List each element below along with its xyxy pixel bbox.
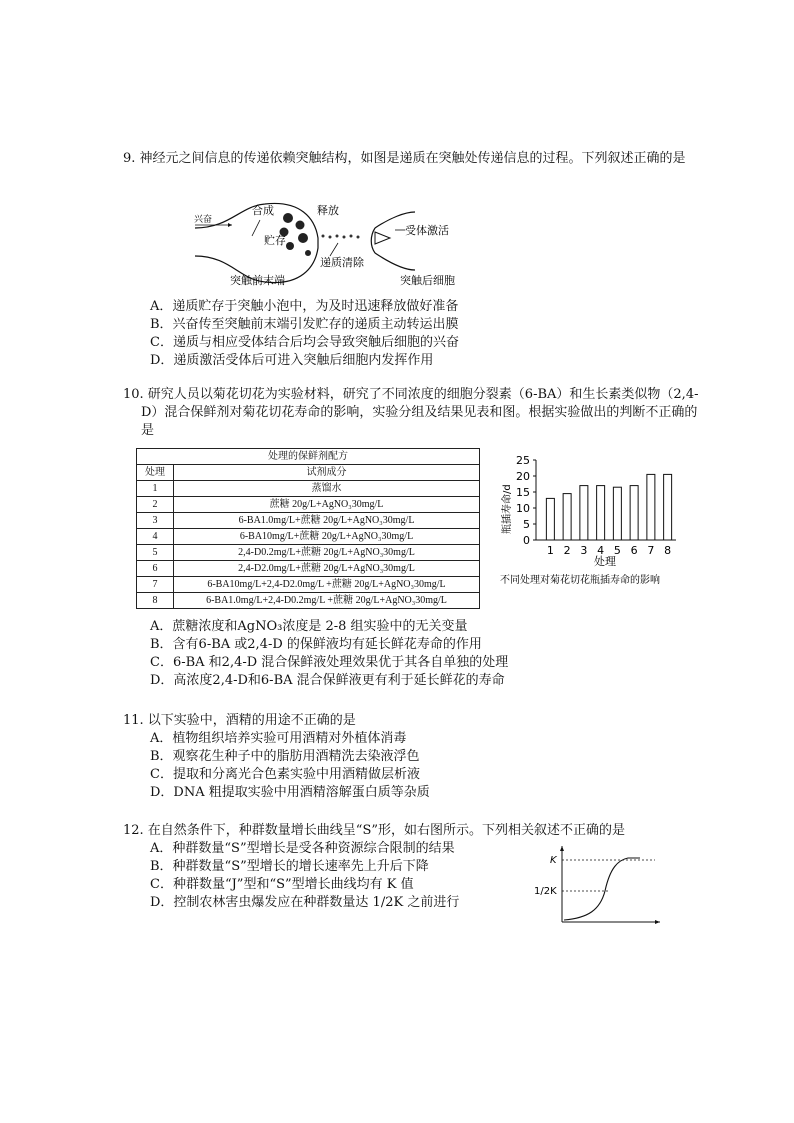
x-tick-label: 4 xyxy=(597,544,605,557)
q9-option-d[interactable]: D．递质激活受体后可进入突触后细胞内发挥作用 xyxy=(150,353,434,368)
table-row: 4 6-BA10mg/L+蔗糖 20g/L+AgNO₃30mg/L xyxy=(137,529,480,545)
y-tick-label: 20 xyxy=(516,470,530,483)
k-label: K xyxy=(550,855,557,866)
postsynaptic-membrane xyxy=(371,212,415,270)
question-9-stem: 9. 神经元之间信息的传递依赖突触结构，如图是递质在突触处传递信息的过程。下列叙述正确的是 xyxy=(123,151,686,166)
q9-option-b[interactable]: B．兴奋传至突触前末端引发贮存的递质主动转运出膜 xyxy=(150,317,459,332)
x-tick-label: 3 xyxy=(580,544,588,557)
table-row: 1 蒸馏水 xyxy=(137,481,480,497)
s-growth-curve xyxy=(564,858,640,920)
x-tick-label: 5 xyxy=(613,544,621,557)
x-tick-label: 1 xyxy=(546,544,554,557)
released-transmitter xyxy=(322,235,360,239)
q10-option-d[interactable]: D．高浓度2,4-D和6-BA 混合保鲜液更有利于延长鲜花的寿命 xyxy=(150,673,505,688)
q10-option-b[interactable]: B．含有6-BA 或2,4-D 的保鲜液均有延长鲜花寿命的作用 xyxy=(150,637,482,652)
label-release: 释放 xyxy=(317,204,339,217)
bar-treatment-5 xyxy=(613,487,621,540)
bar-treatment-3 xyxy=(580,486,588,540)
y-axis-label: 瓶插寿命/d xyxy=(502,484,513,534)
q10-option-a[interactable]: A．蔗糖浓度和AgNO₃浓度是 2-8 组实验中的无关变量 xyxy=(150,619,468,634)
q11-option-c[interactable]: C．提取和分离光合色素实验中用酒精做层析液 xyxy=(150,767,420,782)
x-tick-label: 6 xyxy=(630,544,638,557)
q12-option-c[interactable]: C．种群数量“J”型和“S”型增长曲线均有 K 值 xyxy=(150,877,414,892)
label-storage: 贮存 xyxy=(264,234,286,247)
half-k-label: 1/2K xyxy=(534,886,557,897)
label-presynaptic-terminal: 突触前末端 xyxy=(230,274,285,287)
y-tick-label: 0 xyxy=(523,534,530,547)
q12-option-d[interactable]: D．控制农林害虫爆发应在种群数量达 1/2K 之前进行 xyxy=(150,895,460,910)
vase-life-bar-chart xyxy=(496,450,706,590)
bar-treatment-4 xyxy=(597,486,605,540)
bar-treatment-7 xyxy=(647,474,655,540)
formula-table xyxy=(136,448,480,609)
table-header-composition: 试剂成分 xyxy=(174,465,480,481)
question-12-stem: 12. 在自然条件下，种群数量增长曲线呈“S”形，如右图所示。下列相关叙述不正确的是 xyxy=(123,823,626,838)
table-header-treatment: 处理 xyxy=(137,465,174,481)
label-synthesis: 合成 xyxy=(252,204,274,217)
bar-treatment-8 xyxy=(664,474,672,540)
label-excitation: 兴奋 xyxy=(194,215,213,225)
x-axis-label: 处理 xyxy=(594,555,616,568)
y-tick-label: 5 xyxy=(523,518,530,531)
table-title: 处理的保鲜剂配方 xyxy=(137,449,480,465)
label-postsynaptic-cell: 突触后细胞 xyxy=(400,274,455,287)
q12-option-a[interactable]: A．种群数量“S”型增长是受各种资源综合限制的结果 xyxy=(150,841,455,856)
q9-option-a[interactable]: A．递质贮存于突触小泡中，为及时迅速释放做好准备 xyxy=(150,299,459,314)
bar-treatment-1 xyxy=(546,498,554,540)
synapse-diagram xyxy=(190,198,490,290)
question-11-stem: 11. 以下实验中，酒精的用途不正确的是 xyxy=(123,713,356,728)
receptor-shape xyxy=(375,232,390,244)
question-11-options xyxy=(150,730,670,802)
q10-option-c[interactable]: C．6-BA 和2,4-D 混合保鲜液处理效果优于其各自单独的处理 xyxy=(150,655,509,670)
table-row: 3 6-BA1.0mg/L+蔗糖 20g/L+AgNO₃30mg/L xyxy=(137,513,480,529)
y-tick-label: 15 xyxy=(516,486,530,499)
s-curve-graph xyxy=(530,842,665,930)
bar-treatment-6 xyxy=(630,486,638,540)
question-10-options xyxy=(150,618,690,690)
q11-option-a[interactable]: A．植物组织培养实验可用酒精对外植体消毒 xyxy=(150,731,407,746)
q11-option-b[interactable]: B．观察花生种子中的脂肪用酒精洗去染液浮色 xyxy=(150,749,420,764)
label-receptor-activation: 受体激活 xyxy=(405,224,449,237)
question-10-stem: 10. 研究人员以菊花切花为实验材料，研究了不同浓度的细胞分裂素（6-BA）和生长素类似物（2,4-D）混合保鲜剂对菊花切花寿命的影响，实验分组及结果见表和图。根据实验做出的判断不正确的是 xyxy=(123,387,699,438)
y-tick-label: 10 xyxy=(516,502,530,515)
question-12-options xyxy=(150,840,530,912)
question-9-options xyxy=(150,298,670,370)
x-tick-label: 8 xyxy=(664,544,672,557)
table-row: 7 6-BA10mg/L+2,4-D2.0mg/L +蔗糖 20g/L+AgNO₃30mg/L xyxy=(137,577,480,593)
table-row: 6 2,4-D2.0mg/L+蔗糖 20g/L+AgNO₃30mg/L xyxy=(137,561,480,577)
x-tick-label: 7 xyxy=(647,544,655,557)
x-tick-label: 2 xyxy=(563,544,571,557)
q12-option-b[interactable]: B．种群数量“S”型增长的增长速率先上升后下降 xyxy=(150,859,429,874)
table-row: 8 6-BA1.0mg/L+2,4-D0.2mg/L +蔗糖 20g/L+AgNO₃30mg/L xyxy=(137,593,480,609)
chart-caption: 不同处理对菊花切花瓶插寿命的影响 xyxy=(500,575,660,586)
bar-treatment-2 xyxy=(563,494,571,540)
y-tick-label: 25 xyxy=(516,454,530,467)
table-row: 2 蔗糖 20g/L+AgNO₃30mg/L xyxy=(137,497,480,513)
q9-option-c[interactable]: C．递质与相应受体结合后均会导致突触后细胞的兴奋 xyxy=(150,335,459,350)
label-transmitter-clearance: 递质清除 xyxy=(320,256,364,269)
table-row: 5 2,4-D0.2mg/L+蔗糖 20g/L+AgNO₃30mg/L xyxy=(137,545,480,561)
q11-option-d[interactable]: D．DNA 粗提取实验中用酒精溶解蛋白质等杂质 xyxy=(150,785,430,800)
